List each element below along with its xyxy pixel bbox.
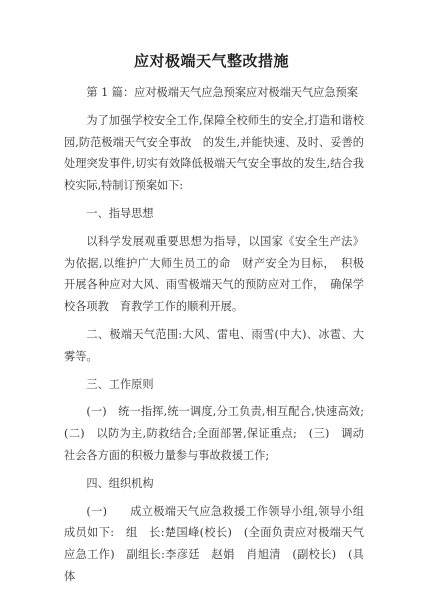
guiding-paragraph: 以科学发展观重要思想为指导，以国家《安全生产法》为依据,以维护广大师生员工的命 财产安全为目标， 积极开展各种应对大风、雨雪极端天气的预防应对工作， 确保学校各项教 育教学工作的顺利开展。 bbox=[64, 234, 364, 314]
weather-scope-paragraph: 二、极端天气范围:大风、雷电、雨雪(中大)、冰雹、大雾等。 bbox=[64, 327, 364, 363]
intro-paragraph: 第 1 篇：应对极端天气应急预案应对极端天气应急预案 bbox=[86, 86, 358, 99]
organization-paragraph: (一) 成立极端天气应急救援工作领导小组,领导小组成员如下: 组 长:楚国峰(校长) (全面负责应对极端天气应急工作) 副组长:李彦廷 赵娟 肖旭清 (副校长) (具体 bbox=[64, 504, 364, 583]
section-heading-guiding: 一、指导思想 bbox=[86, 206, 154, 220]
section-heading-organization: 四、组织机构 bbox=[86, 476, 154, 490]
document-title: 应对极端天气整改措施 bbox=[133, 52, 289, 70]
principles-paragraph: (一) 统一指挥,统一调度,分工负责,相互配合,快速高效; (二) 以防为主,防救结合;全面部署,保证重点; (三) 调动社会各方面的积极力量参与事故救援工作; bbox=[64, 405, 376, 462]
section-heading-principles: 三、工作原则 bbox=[86, 377, 154, 391]
purpose-paragraph: 为了加强学校安全工作,保障全校师生的安全,打造和谐校园,防范极端天气安全事故 的发生,并能快速、及时、妥善的处理突发事件,切实有效降低极端天气安全事故的发生,结合我校实际,特制订预案如下: bbox=[64, 113, 364, 193]
document-body bbox=[64, 82, 376, 594]
